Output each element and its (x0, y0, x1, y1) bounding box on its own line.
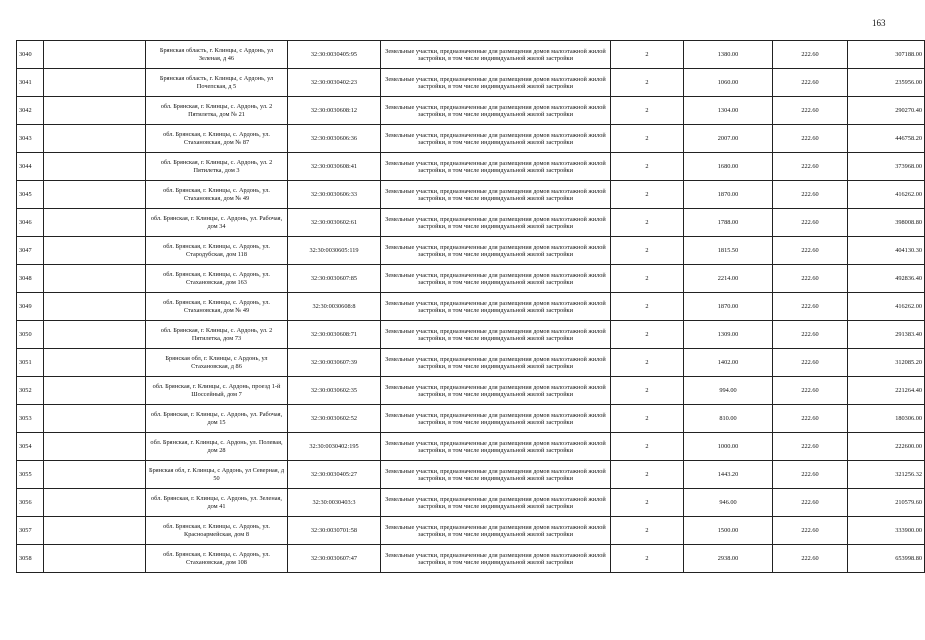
address-cell: Брянская обл, г. Клинцы, с Ардонь, ул Северная, д 50 (146, 461, 288, 489)
land-use-cell: Земельные участки, предназначенные для размещения домов малоэтажной жилой застройки, в том числе индивидуальной жилой застройки (381, 237, 611, 265)
row-number-cell: 3042 (17, 97, 44, 125)
rate-cell: 222.60 (773, 69, 848, 97)
category-cell: 2 (611, 153, 684, 181)
empty-cell (44, 545, 146, 573)
land-use-cell: Земельные участки, предназначенные для размещения домов малоэтажной жилой застройки, в том числе индивидуальной жилой застройки (381, 433, 611, 461)
category-cell: 2 (611, 209, 684, 237)
category-cell: 2 (611, 41, 684, 69)
table-row (17, 461, 925, 489)
address-cell: обл. Брянская, г. Клинцы, с. Ардонь, ул. Стахановская, дом № 49 (146, 293, 288, 321)
cadastral-number-cell: 32:30:0030405:27 (288, 461, 381, 489)
category-cell: 2 (611, 293, 684, 321)
empty-cell (44, 349, 146, 377)
rate-cell: 222.60 (773, 545, 848, 573)
address-cell: обл. Брянская, г. Клинцы, с. Ардонь, ул. Стахановская, дом 108 (146, 545, 288, 573)
land-use-cell: Земельные участки, предназначенные для размещения домов малоэтажной жилой застройки, в том числе индивидуальной жилой застройки (381, 321, 611, 349)
area-cell: 1870.00 (684, 293, 773, 321)
rate-cell: 222.60 (773, 377, 848, 405)
empty-cell (44, 405, 146, 433)
rate-cell: 222.60 (773, 461, 848, 489)
cadastral-value-cell: 210579.60 (848, 489, 925, 517)
category-cell: 2 (611, 97, 684, 125)
land-use-cell: Земельные участки, предназначенные для размещения домов малоэтажной жилой застройки, в том числе индивидуальной жилой застройки (381, 181, 611, 209)
cadastral-number-cell: 32:30:0030602:35 (288, 377, 381, 405)
cadastral-number-cell: 32:30:0030607:47 (288, 545, 381, 573)
address-cell: обл. Брянская, г. Клинцы, с. Ардонь, ул. Стахановская, дом 163 (146, 265, 288, 293)
cadastral-value-cell: 653998.80 (848, 545, 925, 573)
empty-cell (44, 433, 146, 461)
table-row (17, 377, 925, 405)
address-cell: обл. Брянская, г. Клинцы, с. Ардонь, проезд 1-й Шоссейный, дом 7 (146, 377, 288, 405)
empty-cell (44, 41, 146, 69)
empty-cell (44, 181, 146, 209)
land-registry-table (16, 40, 925, 573)
empty-cell (44, 517, 146, 545)
address-cell: обл. Брянская, г. Клинцы, с. Ардонь, ул. Красноармейская, дом 8 (146, 517, 288, 545)
table-row (17, 237, 925, 265)
row-number-cell: 3046 (17, 209, 44, 237)
address-cell: обл. Брянская, г. Клинцы, с. Ардонь, ул. Стахановская, дом № 49 (146, 181, 288, 209)
row-number-cell: 3056 (17, 489, 44, 517)
land-use-cell: Земельные участки, предназначенные для размещения домов малоэтажной жилой застройки, в том числе индивидуальной жилой застройки (381, 69, 611, 97)
table-row (17, 209, 925, 237)
table-row (17, 349, 925, 377)
page-number: 163 (872, 18, 886, 28)
table-body (17, 41, 925, 573)
cadastral-value-cell: 307188.00 (848, 41, 925, 69)
table-row (17, 293, 925, 321)
empty-cell (44, 125, 146, 153)
area-cell: 1500.00 (684, 517, 773, 545)
land-use-cell: Земельные участки, предназначенные для размещения домов малоэтажной жилой застройки, в том числе индивидуальной жилой застройки (381, 125, 611, 153)
table-row (17, 153, 925, 181)
rate-cell: 222.60 (773, 209, 848, 237)
area-cell: 1380.00 (684, 41, 773, 69)
rate-cell: 222.60 (773, 517, 848, 545)
cadastral-value-cell: 235956.00 (848, 69, 925, 97)
address-cell: обл. Брянская, г. Клинцы, с. Ардонь, ул. 2 Пятилетка, дом № 21 (146, 97, 288, 125)
cadastral-number-cell: 32:30:0030602:61 (288, 209, 381, 237)
cadastral-value-cell: 373968.00 (848, 153, 925, 181)
cadastral-number-cell: 32:30:0030608:71 (288, 321, 381, 349)
row-number-cell: 3057 (17, 517, 44, 545)
rate-cell: 222.60 (773, 237, 848, 265)
table-row (17, 97, 925, 125)
row-number-cell: 3052 (17, 377, 44, 405)
area-cell: 994.00 (684, 377, 773, 405)
rate-cell: 222.60 (773, 153, 848, 181)
area-cell: 1788.00 (684, 209, 773, 237)
empty-cell (44, 69, 146, 97)
rate-cell: 222.60 (773, 97, 848, 125)
row-number-cell: 3040 (17, 41, 44, 69)
land-use-cell: Земельные участки, предназначенные для размещения домов малоэтажной жилой застройки, в том числе индивидуальной жилой застройки (381, 97, 611, 125)
cadastral-value-cell: 492836.40 (848, 265, 925, 293)
cadastral-number-cell: 32:30:0030402:195 (288, 433, 381, 461)
category-cell: 2 (611, 181, 684, 209)
area-cell: 1000.00 (684, 433, 773, 461)
empty-cell (44, 377, 146, 405)
land-use-cell: Земельные участки, предназначенные для размещения домов малоэтажной жилой застройки, в том числе индивидуальной жилой застройки (381, 377, 611, 405)
rate-cell: 222.60 (773, 181, 848, 209)
land-use-cell: Земельные участки, предназначенные для размещения домов малоэтажной жилой застройки, в том числе индивидуальной жилой застройки (381, 209, 611, 237)
land-use-cell: Земельные участки, предназначенные для размещения домов малоэтажной жилой застройки, в том числе индивидуальной жилой застройки (381, 349, 611, 377)
land-use-cell: Земельные участки, предназначенные для размещения домов малоэтажной жилой застройки, в том числе индивидуальной жилой застройки (381, 293, 611, 321)
category-cell: 2 (611, 349, 684, 377)
land-use-cell: Земельные участки, предназначенные для размещения домов малоэтажной жилой застройки, в том числе индивидуальной жилой застройки (381, 489, 611, 517)
cadastral-number-cell: 32:30:0030701:58 (288, 517, 381, 545)
cadastral-value-cell: 222600.00 (848, 433, 925, 461)
area-cell: 810.00 (684, 405, 773, 433)
table-row (17, 489, 925, 517)
rate-cell: 222.60 (773, 41, 848, 69)
cadastral-number-cell: 32:30:0030405:95 (288, 41, 381, 69)
rate-cell: 222.60 (773, 489, 848, 517)
table-row (17, 321, 925, 349)
cadastral-number-cell: 32:30:0030403:3 (288, 489, 381, 517)
cadastral-value-cell: 446758.20 (848, 125, 925, 153)
row-number-cell: 3053 (17, 405, 44, 433)
land-use-cell: Земельные участки, предназначенные для размещения домов малоэтажной жилой застройки, в том числе индивидуальной жилой застройки (381, 153, 611, 181)
row-number-cell: 3043 (17, 125, 44, 153)
table-row (17, 545, 925, 573)
cadastral-number-cell: 32:30:0030607:39 (288, 349, 381, 377)
cadastral-value-cell: 312085.20 (848, 349, 925, 377)
row-number-cell: 3058 (17, 545, 44, 573)
area-cell: 1402.00 (684, 349, 773, 377)
area-cell: 1060.00 (684, 69, 773, 97)
empty-cell (44, 293, 146, 321)
cadastral-number-cell: 32:30:0030608:8 (288, 293, 381, 321)
table-row (17, 41, 925, 69)
empty-cell (44, 265, 146, 293)
area-cell: 1815.50 (684, 237, 773, 265)
land-use-cell: Земельные участки, предназначенные для размещения домов малоэтажной жилой застройки, в том числе индивидуальной жилой застройки (381, 41, 611, 69)
address-cell: обл. Брянская, г. Клинцы, с. Ардонь, ул. 2 Пятилетка, дом 73 (146, 321, 288, 349)
category-cell: 2 (611, 237, 684, 265)
category-cell: 2 (611, 517, 684, 545)
land-use-cell: Земельные участки, предназначенные для размещения домов малоэтажной жилой застройки, в том числе индивидуальной жилой застройки (381, 517, 611, 545)
rate-cell: 222.60 (773, 321, 848, 349)
empty-cell (44, 461, 146, 489)
area-cell: 1443.20 (684, 461, 773, 489)
land-use-cell: Земельные участки, предназначенные для размещения домов малоэтажной жилой застройки, в том числе индивидуальной жилой застройки (381, 405, 611, 433)
rate-cell: 222.60 (773, 433, 848, 461)
row-number-cell: 3049 (17, 293, 44, 321)
cadastral-value-cell: 416262.00 (848, 181, 925, 209)
area-cell: 1870.00 (684, 181, 773, 209)
row-number-cell: 3045 (17, 181, 44, 209)
category-cell: 2 (611, 69, 684, 97)
area-cell: 946.00 (684, 489, 773, 517)
address-cell: обл. Брянская, г. Клинцы, с. Ардонь, ул. Зеленая, дом 41 (146, 489, 288, 517)
row-number-cell: 3054 (17, 433, 44, 461)
address-cell: Брянская область, г. Клинцы, с Ардонь, ул Почепская, д 5 (146, 69, 288, 97)
cadastral-value-cell: 416262.00 (848, 293, 925, 321)
rate-cell: 222.60 (773, 265, 848, 293)
cadastral-value-cell: 180306.00 (848, 405, 925, 433)
row-number-cell: 3047 (17, 237, 44, 265)
row-number-cell: 3051 (17, 349, 44, 377)
empty-cell (44, 237, 146, 265)
row-number-cell: 3044 (17, 153, 44, 181)
cadastral-number-cell: 32:30:0030602:52 (288, 405, 381, 433)
category-cell: 2 (611, 405, 684, 433)
table-row (17, 433, 925, 461)
table-row (17, 265, 925, 293)
rate-cell: 222.60 (773, 405, 848, 433)
cadastral-number-cell: 32:30:0030402:23 (288, 69, 381, 97)
land-use-cell: Земельные участки, предназначенные для размещения домов малоэтажной жилой застройки, в том числе индивидуальной жилой застройки (381, 265, 611, 293)
address-cell: обл. Брянская, г. Клинцы, с. Ардонь, ул. Стародубская, дом 118 (146, 237, 288, 265)
address-cell: Брянская обл, г. Клинцы, с Ардонь, ул Стахановская, д 86 (146, 349, 288, 377)
rate-cell: 222.60 (773, 349, 848, 377)
category-cell: 2 (611, 377, 684, 405)
cadastral-value-cell: 398008.80 (848, 209, 925, 237)
empty-cell (44, 321, 146, 349)
cadastral-number-cell: 32:30:0030606:36 (288, 125, 381, 153)
empty-cell (44, 489, 146, 517)
cadastral-number-cell: 32:30:0030607:85 (288, 265, 381, 293)
cadastral-value-cell: 333900.00 (848, 517, 925, 545)
cadastral-value-cell: 290270.40 (848, 97, 925, 125)
row-number-cell: 3050 (17, 321, 44, 349)
empty-cell (44, 153, 146, 181)
address-cell: Брянская область, г. Клинцы, с Ардонь, ул Зеленая, д 46 (146, 41, 288, 69)
empty-cell (44, 97, 146, 125)
table-row (17, 125, 925, 153)
category-cell: 2 (611, 489, 684, 517)
cadastral-value-cell: 404130.30 (848, 237, 925, 265)
cadastral-number-cell: 32:30:0030606:33 (288, 181, 381, 209)
category-cell: 2 (611, 265, 684, 293)
address-cell: обл. Брянская, г. Клинцы, с. Ардонь, ул. Рабочая, дом 15 (146, 405, 288, 433)
rate-cell: 222.60 (773, 293, 848, 321)
cadastral-value-cell: 321256.32 (848, 461, 925, 489)
area-cell: 1680.00 (684, 153, 773, 181)
table-row (17, 181, 925, 209)
address-cell: обл. Брянская, г. Клинцы, с. Ардонь, ул. Рабочая, дом 34 (146, 209, 288, 237)
category-cell: 2 (611, 461, 684, 489)
area-cell: 1309.00 (684, 321, 773, 349)
table-row (17, 517, 925, 545)
area-cell: 1304.00 (684, 97, 773, 125)
cadastral-value-cell: 221264.40 (848, 377, 925, 405)
table-row (17, 405, 925, 433)
row-number-cell: 3041 (17, 69, 44, 97)
cadastral-value-cell: 291383.40 (848, 321, 925, 349)
empty-cell (44, 209, 146, 237)
category-cell: 2 (611, 545, 684, 573)
area-cell: 2938.00 (684, 545, 773, 573)
table-row (17, 69, 925, 97)
cadastral-number-cell: 32:30:0030608:12 (288, 97, 381, 125)
area-cell: 2214.00 (684, 265, 773, 293)
address-cell: обл. Брянская, г. Клинцы, с. Ардонь, ул. Стахановская, дом № 87 (146, 125, 288, 153)
address-cell: обл. Брянская, г. Клинцы, с. Ардонь, ул. Полевая, дом 28 (146, 433, 288, 461)
category-cell: 2 (611, 433, 684, 461)
category-cell: 2 (611, 321, 684, 349)
row-number-cell: 3048 (17, 265, 44, 293)
cadastral-number-cell: 32:30:0030608:41 (288, 153, 381, 181)
category-cell: 2 (611, 125, 684, 153)
address-cell: обл. Брянская, г. Клинцы, с. Ардонь, ул. 2 Пятилетка, дом 3 (146, 153, 288, 181)
cadastral-number-cell: 32:30:0030605:119 (288, 237, 381, 265)
area-cell: 2007.00 (684, 125, 773, 153)
land-use-cell: Земельные участки, предназначенные для размещения домов малоэтажной жилой застройки, в том числе индивидуальной жилой застройки (381, 461, 611, 489)
land-use-cell: Земельные участки, предназначенные для размещения домов малоэтажной жилой застройки, в том числе индивидуальной жилой застройки (381, 545, 611, 573)
row-number-cell: 3055 (17, 461, 44, 489)
rate-cell: 222.60 (773, 125, 848, 153)
